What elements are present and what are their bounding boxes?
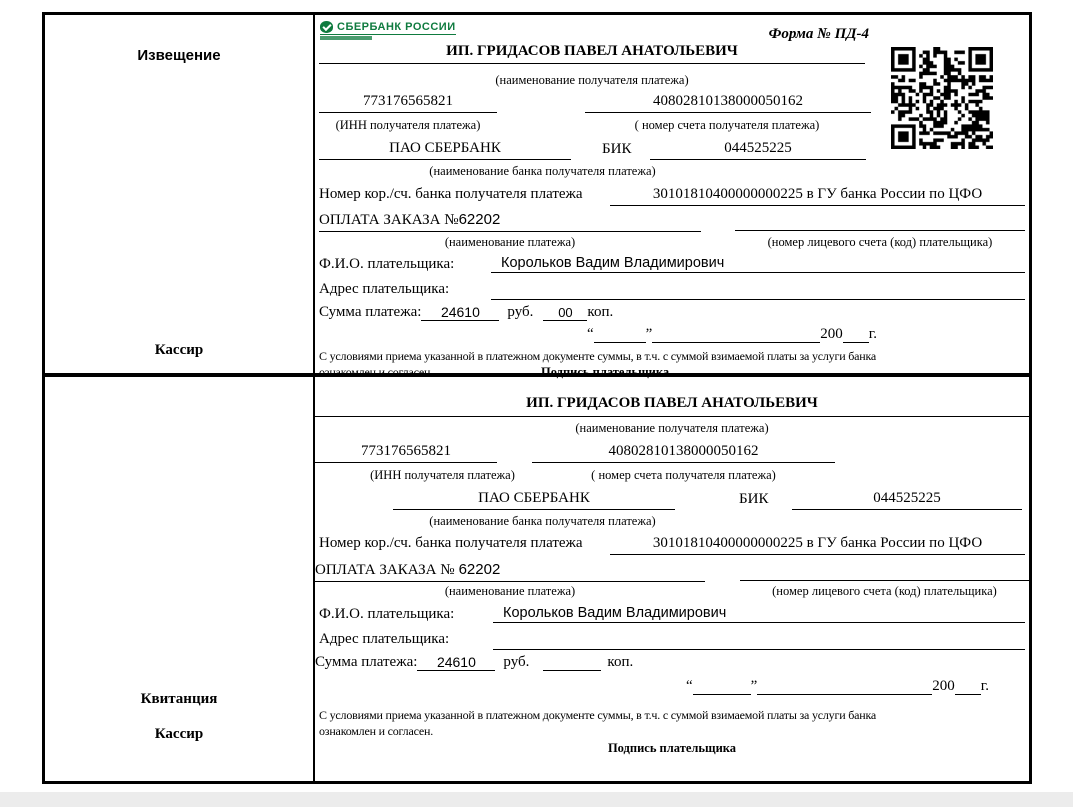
payment-purpose-label: (наименование платежа)	[444, 235, 576, 249]
cashier-label-2: Кассир	[154, 726, 204, 742]
bank-name-label-2: (наименование банка получателя платежа)	[429, 514, 656, 528]
inn-value: 773176565821	[319, 93, 497, 113]
sum-kop-value: 00	[543, 305, 587, 321]
qr-code	[891, 47, 993, 149]
sum-label-2: Сумма платежа:	[315, 654, 418, 670]
bik-value: 044525225	[650, 140, 866, 160]
bank-name-value: ПАО СБЕРБАНК	[319, 140, 571, 160]
cashier-label: Кассир	[154, 342, 204, 358]
sum-rub-value: 24610	[421, 304, 499, 321]
sum-label: Сумма платежа:	[319, 304, 422, 320]
sberbank-tick-icon	[320, 21, 333, 33]
personal-account-label-2: (номер лицевого счета (код) плательщика)	[772, 584, 997, 598]
sum-kop-value-2	[543, 670, 601, 671]
account-label: ( номер счета получателя платежа)	[634, 118, 820, 132]
inn-label: (ИНН получателя платежа)	[335, 118, 481, 132]
personal-account-blank-line-2	[740, 561, 1029, 581]
payment-purpose-label-2: (наименование платежа)	[444, 584, 576, 598]
rub-label: руб.	[507, 304, 534, 320]
bank-name-value-2: ПАО СБЕРБАНК	[393, 490, 675, 510]
recipient-name-value: ИП. ГРИДАСОВ ПАВЕЛ АНАТОЛЬЕВИЧ	[319, 43, 865, 64]
payer-fio-value: Корольков Вадим Владимирович	[491, 255, 1025, 273]
payer-signature-label-2: Подпись плательщика	[607, 741, 737, 755]
sum-rub-value-2: 24610	[417, 654, 495, 671]
order-number-value: 62202	[458, 211, 501, 228]
personal-account-label: (номер лицевого счета (код) плательщика)	[767, 235, 993, 249]
terms-line2: ознакомлен и согласен.	[319, 365, 434, 379]
payer-address-value-2	[493, 631, 1025, 650]
terms-line1-2: С условиями приема указанной в платежном документе суммы, в т.ч. с суммой взимаемой платы за услуги банка	[319, 708, 877, 722]
notice-stub	[45, 15, 313, 373]
payer-address-label: Адрес плательщика:	[319, 281, 450, 297]
date-row-2: “ ” 200 г.	[685, 678, 989, 694]
recipient-name-label-2: (наименование получателя платежа)	[575, 421, 769, 435]
account-label-2: ( номер счета получателя платежа)	[591, 468, 776, 482]
payer-signature-label: Подпись плательщика	[541, 365, 670, 379]
rub-label-2: руб.	[503, 654, 530, 670]
payer-fio-label: Ф.И.О. плательщика:	[319, 256, 455, 272]
personal-account-blank-line	[735, 211, 1025, 231]
corr-account-value: 30101810400000000225 в ГУ банка России по ЦФО	[610, 186, 1025, 206]
payment-sum-row	[319, 304, 613, 321]
notice-label: Извещение	[137, 47, 221, 64]
payment-sum-row-2	[315, 654, 633, 671]
inn-value-2: 773176565821	[315, 443, 497, 463]
order-number-value-2: 62202	[458, 561, 501, 578]
recipient-name-label: (наименование получателя платежа)	[495, 73, 689, 87]
inn-label-2: (ИНН получателя платежа)	[370, 468, 515, 482]
corr-account-label: Номер кор./сч. банка получателя платежа	[319, 186, 583, 202]
page-bottom-edge	[0, 792, 1073, 807]
corr-account-value-2: 30101810400000000225 в ГУ банка России по ЦФО	[610, 535, 1025, 555]
corr-account-label-2: Номер кор./сч. банка получателя платежа	[319, 535, 583, 551]
sberbank-logo-text: СБЕРБАНК РОССИИ	[337, 21, 456, 33]
payer-address-label-2: Адрес плательщика:	[319, 631, 450, 647]
receipt-stub	[45, 377, 313, 779]
date-row: “ ” 200 г.	[586, 326, 877, 342]
bank-name-label: (наименование банка получателя платежа)	[429, 164, 656, 178]
terms-line2-2: ознакомлен и согласен.	[319, 724, 434, 738]
kop-label-2: коп.	[607, 654, 634, 670]
notice-section	[315, 15, 1029, 379]
payer-address-value	[491, 281, 1025, 300]
form-number-label: Форма № ПД-4	[768, 26, 869, 42]
payment-purpose-value: ОПЛАТА ЗАКАЗА №62202	[319, 211, 701, 232]
recipient-name-value-2: ИП. ГРИДАСОВ ПАВЕЛ АНАТОЛЬЕВИЧ	[315, 395, 1029, 417]
bik-label-2: БИК	[739, 491, 769, 507]
account-value-2: 40802810138000050162	[532, 443, 835, 463]
bik-value-2: 044525225	[792, 490, 1022, 510]
bik-label: БИК	[602, 141, 632, 157]
sberbank-logo	[320, 21, 456, 40]
terms-line1: С условиями приема указанной в платежном документе суммы, в т.ч. с суммой взимаемой платы за услуги банка	[319, 349, 877, 363]
payment-purpose-value-2: ОПЛАТА ЗАКАЗА № 62202	[315, 561, 705, 582]
receipt-section	[315, 377, 1029, 779]
kop-label: коп.	[587, 304, 614, 320]
payer-fio-label-2: Ф.И.О. плательщика:	[319, 606, 455, 622]
payer-fio-value-2: Корольков Вадим Владимирович	[493, 605, 1025, 623]
sberbank-logo-tagline	[320, 36, 372, 40]
payment-form-pd4	[42, 12, 1032, 784]
receipt-label: Квитанция	[140, 691, 218, 707]
account-value: 40802810138000050162	[585, 93, 871, 113]
